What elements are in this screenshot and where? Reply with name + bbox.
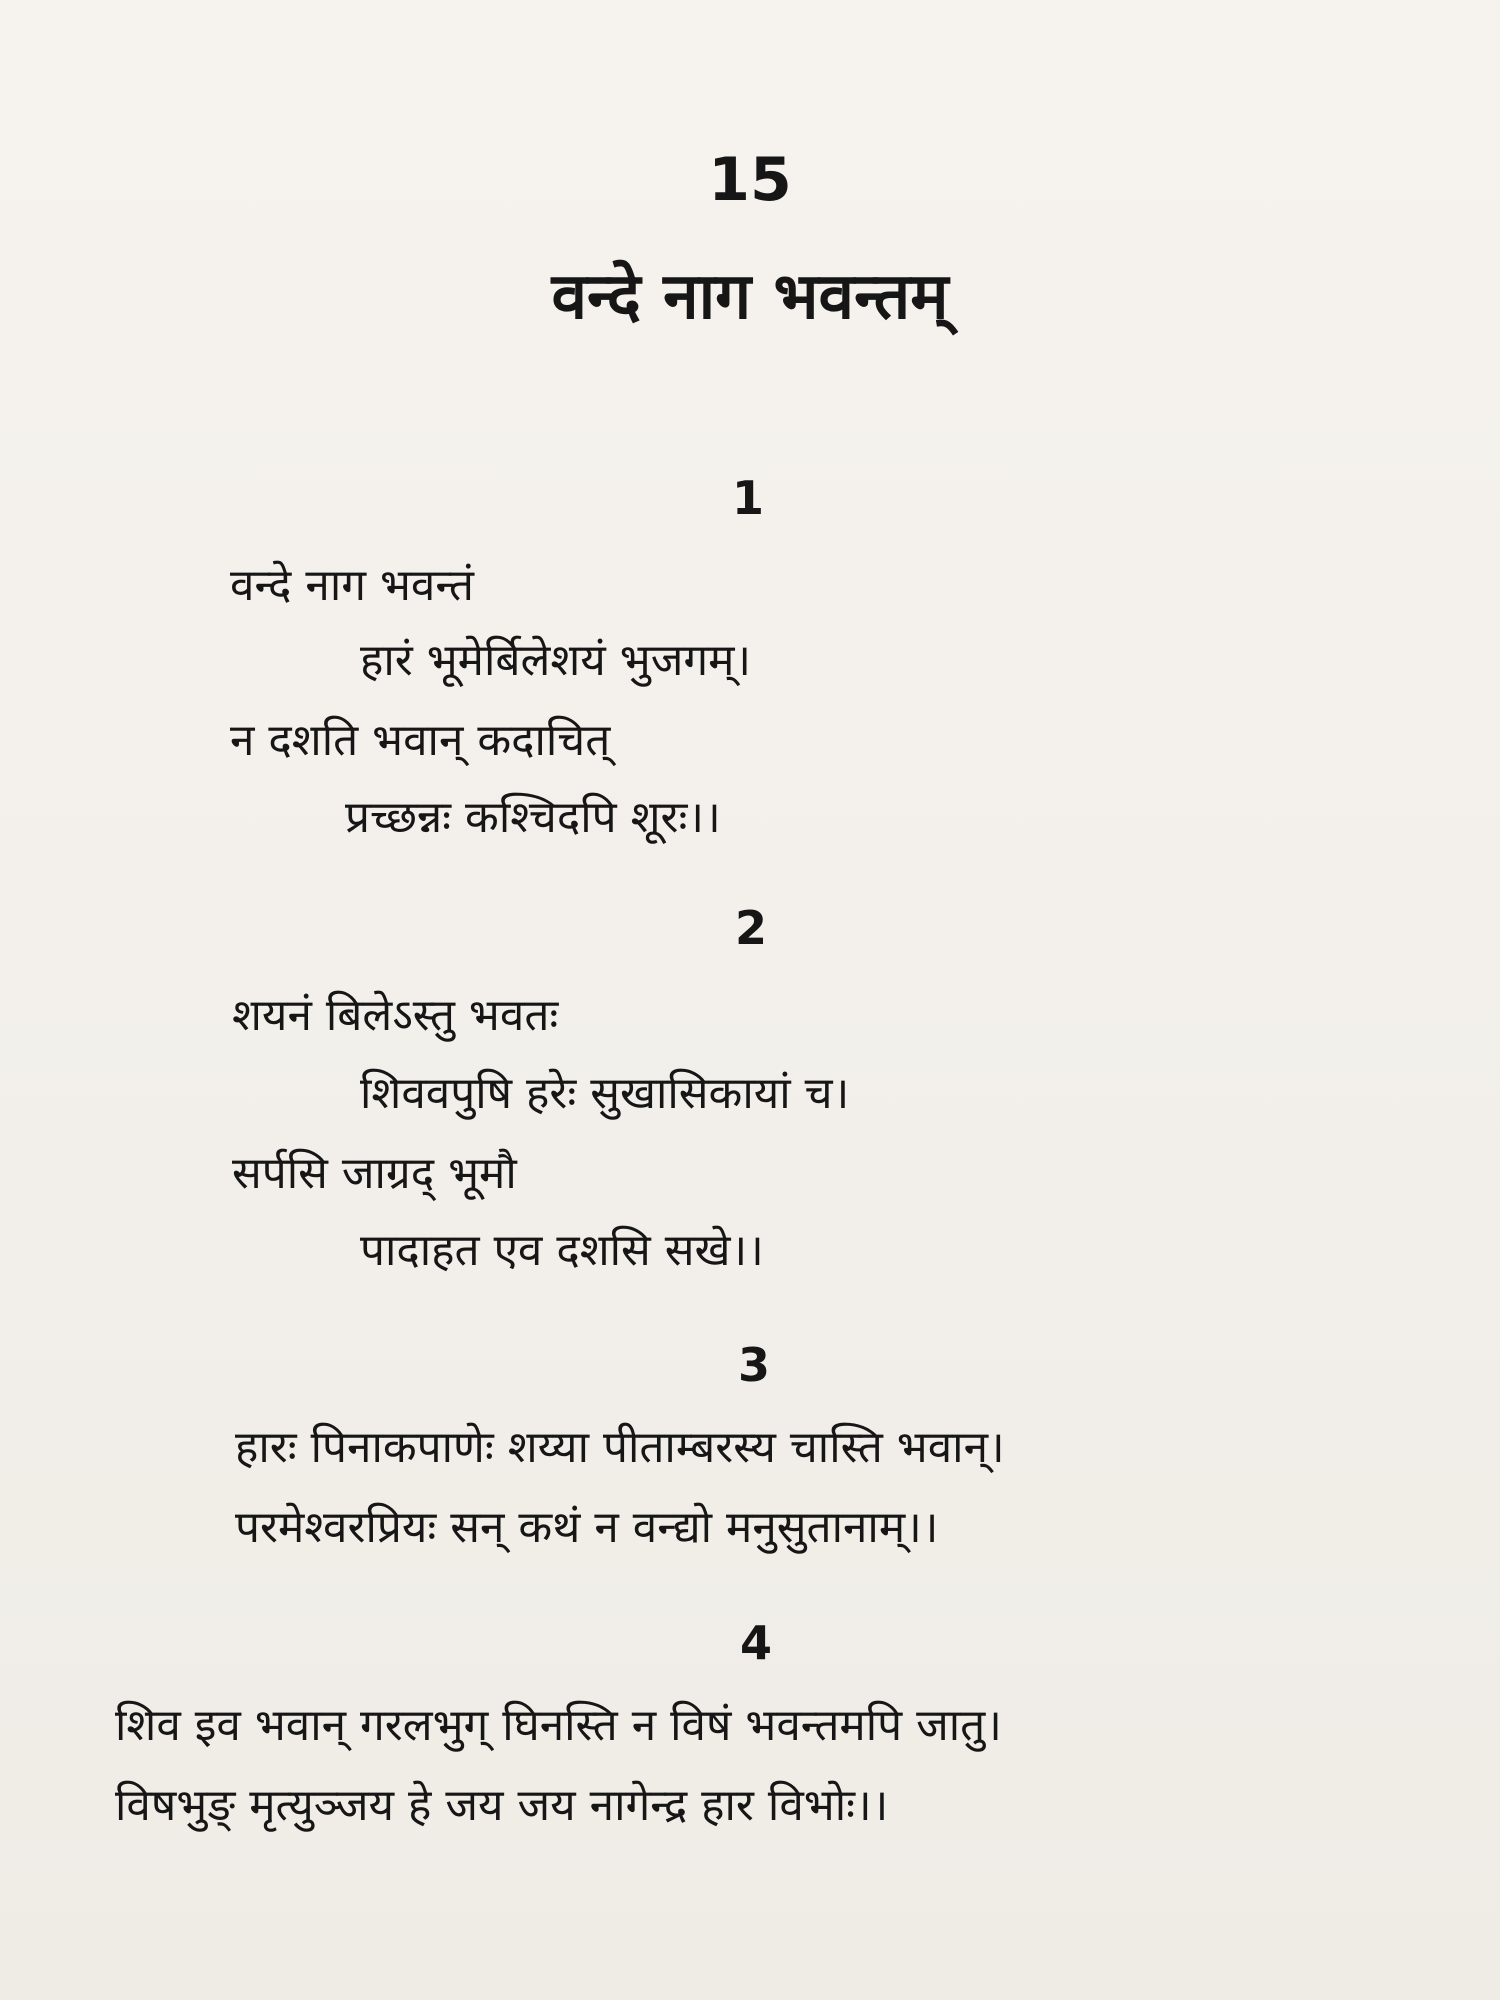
verse-2-line-2: शिववपुषि हरेः सुखासिकायां च। — [360, 1068, 850, 1119]
verse-2-number: 2 — [735, 901, 768, 955]
chapter-number: 15 — [708, 145, 792, 215]
verse-2-line-3: सर्पसि जाग्रद् भूमौ — [232, 1148, 517, 1199]
verse-1-line-1: वन्दे नाग भवन्तं — [230, 560, 475, 611]
verse-3-number: 3 — [738, 1338, 771, 1392]
verse-4-line-1: शिव इव भवान् गरलभुग् घिनस्ति न विषं भवन्तमपि जातु। — [115, 1700, 1002, 1751]
verse-2-line-4: पादाहत एव दशसि सखे।। — [360, 1225, 764, 1276]
verse-4-number: 4 — [740, 1616, 773, 1670]
verse-3-line-1: हारः पिनाकपाणेः शय्या पीताम्बरस्य चास्ति भवान्। — [235, 1422, 1005, 1473]
verse-1-line-3: न दशति भवान् कदाचित् — [230, 715, 611, 766]
verse-1-line-4: प्रच्छन्नः कश्चिदपि शूरः।। — [345, 792, 721, 843]
verse-1-line-2: हारं भूमेर्बिलेशयं भुजगम्। — [360, 635, 752, 686]
verse-4-line-2: विषभुङ् मृत्युञ्जय हे जय जय नागेन्द्र हार विभोः।। — [115, 1780, 889, 1831]
chapter-title: वन्दे नाग भवन्तम् — [551, 260, 949, 334]
verse-2-line-1: शयनं बिलेऽस्तु भवतः — [232, 990, 559, 1041]
verse-1-number: 1 — [732, 471, 765, 525]
verse-3-line-2: परमेश्वरप्रियः सन् कथं न वन्द्यो मनुसुतानाम्।। — [235, 1502, 939, 1553]
